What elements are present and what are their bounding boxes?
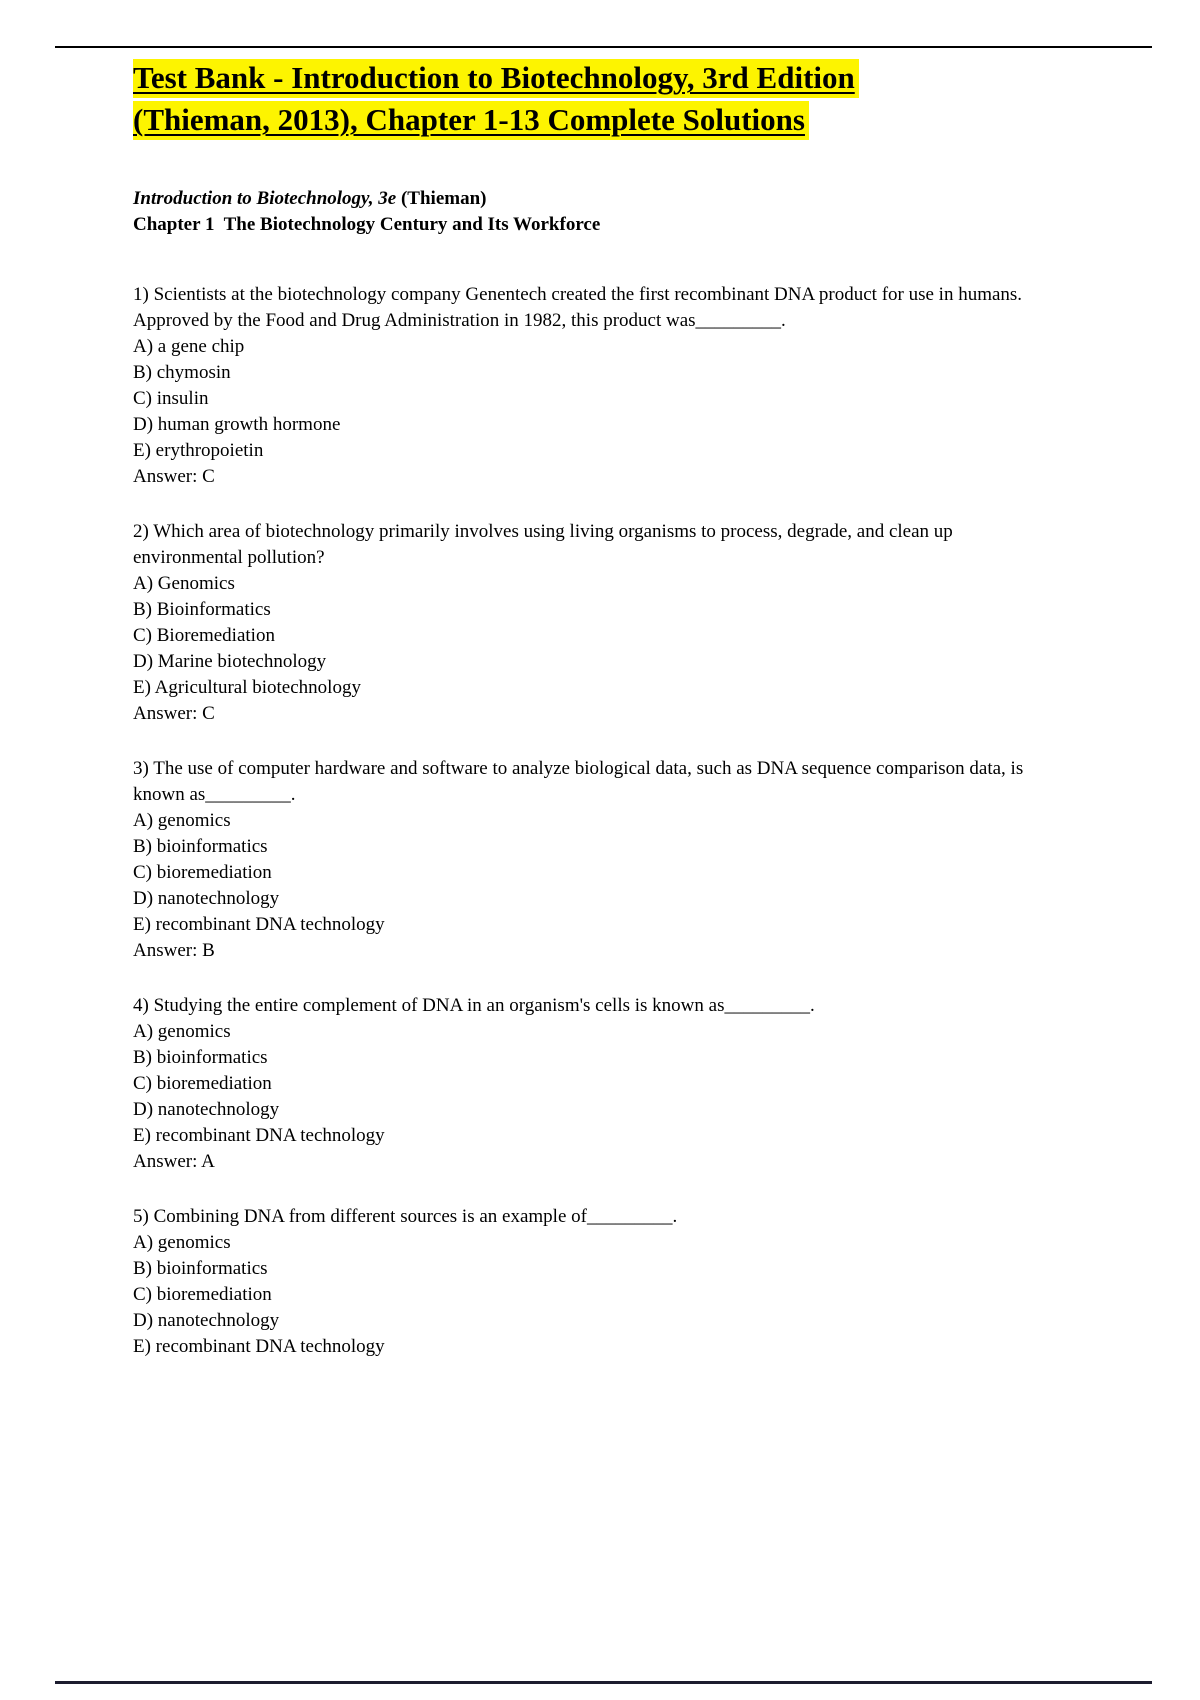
question-text: 5) Combining DNA from different sources is an example of_________. xyxy=(133,1206,678,1227)
question-block-1 xyxy=(133,282,1028,490)
question-answer: Answer: A xyxy=(133,1151,215,1172)
chapter-heading: Chapter 1 The Biotechnology Century and Its Workforce xyxy=(133,214,601,235)
question-option-a: A) Genomics xyxy=(133,573,235,594)
question-answer: Answer: C xyxy=(133,466,215,487)
question-option-d: D) nanotechnology xyxy=(133,1310,280,1331)
question-text: 2) Which area of biotechnology primarily involves using living organisms to process, degrade, and clean up environmental pollution? xyxy=(133,521,953,568)
question-block-2 xyxy=(133,519,1028,727)
question-option-b: B) chymosin xyxy=(133,362,231,383)
document-title-line-2 xyxy=(133,100,1028,140)
question-block-4 xyxy=(133,993,1028,1175)
question-option-d: D) nanotechnology xyxy=(133,1099,280,1120)
top-rule xyxy=(55,46,1152,48)
question-option-c: C) bioremediation xyxy=(133,1073,272,1094)
question-option-e: E) recombinant DNA technology xyxy=(133,1336,385,1357)
bottom-rule xyxy=(55,1681,1152,1684)
question-option-b: B) Bioinformatics xyxy=(133,599,271,620)
question-option-e: E) erythropoietin xyxy=(133,440,264,461)
question-block-3 xyxy=(133,756,1028,964)
document-title xyxy=(133,58,1028,140)
question-option-c: C) bioremediation xyxy=(133,1284,272,1305)
question-option-b: B) bioinformatics xyxy=(133,1258,268,1279)
question-option-a: A) a gene chip xyxy=(133,336,245,357)
question-text: 3) The use of computer hardware and software to analyze biological data, such as DNA sequence comparison data, is known as_________. xyxy=(133,758,1024,805)
document-title-line-1 xyxy=(133,58,1028,98)
question-option-b: B) bioinformatics xyxy=(133,1047,268,1068)
question-option-b: B) bioinformatics xyxy=(133,836,268,857)
question-option-d: D) Marine biotechnology xyxy=(133,651,327,672)
question-block-5 xyxy=(133,1204,1028,1360)
question-option-c: C) Bioremediation xyxy=(133,625,275,646)
highlighted-title-text: Test Bank - Introduction to Biotechnology, 3rd Edition xyxy=(133,59,859,98)
book-heading xyxy=(133,186,1028,238)
question-answer: Answer: C xyxy=(133,703,215,724)
question-text: 4) Studying the entire complement of DNA in an organism's cells is known as_________. xyxy=(133,995,815,1016)
question-option-e: E) Agricultural biotechnology xyxy=(133,677,361,698)
question-option-e: E) recombinant DNA technology xyxy=(133,1125,385,1146)
page-content xyxy=(133,58,1028,1389)
question-answer: Answer: B xyxy=(133,940,215,961)
question-option-d: D) human growth hormone xyxy=(133,414,341,435)
highlighted-title-text: (Thieman, 2013), Chapter 1-13 Complete Solutions xyxy=(133,101,809,140)
book-title-italic: Introduction to Biotechnology, 3e xyxy=(133,188,397,209)
question-option-c: C) bioremediation xyxy=(133,862,272,883)
question-option-a: A) genomics xyxy=(133,1021,231,1042)
book-title-author: (Thieman) xyxy=(396,188,487,209)
question-option-a: A) genomics xyxy=(133,810,231,831)
question-option-e: E) recombinant DNA technology xyxy=(133,914,385,935)
question-option-a: A) genomics xyxy=(133,1232,231,1253)
question-list xyxy=(133,282,1028,1360)
question-option-c: C) insulin xyxy=(133,388,209,409)
question-option-d: D) nanotechnology xyxy=(133,888,280,909)
question-text: 1) Scientists at the biotechnology company Genentech created the first recombinant DNA product for use in humans. Approved by the Food and Drug Administration in 1982, this product was_________. xyxy=(133,284,1023,331)
